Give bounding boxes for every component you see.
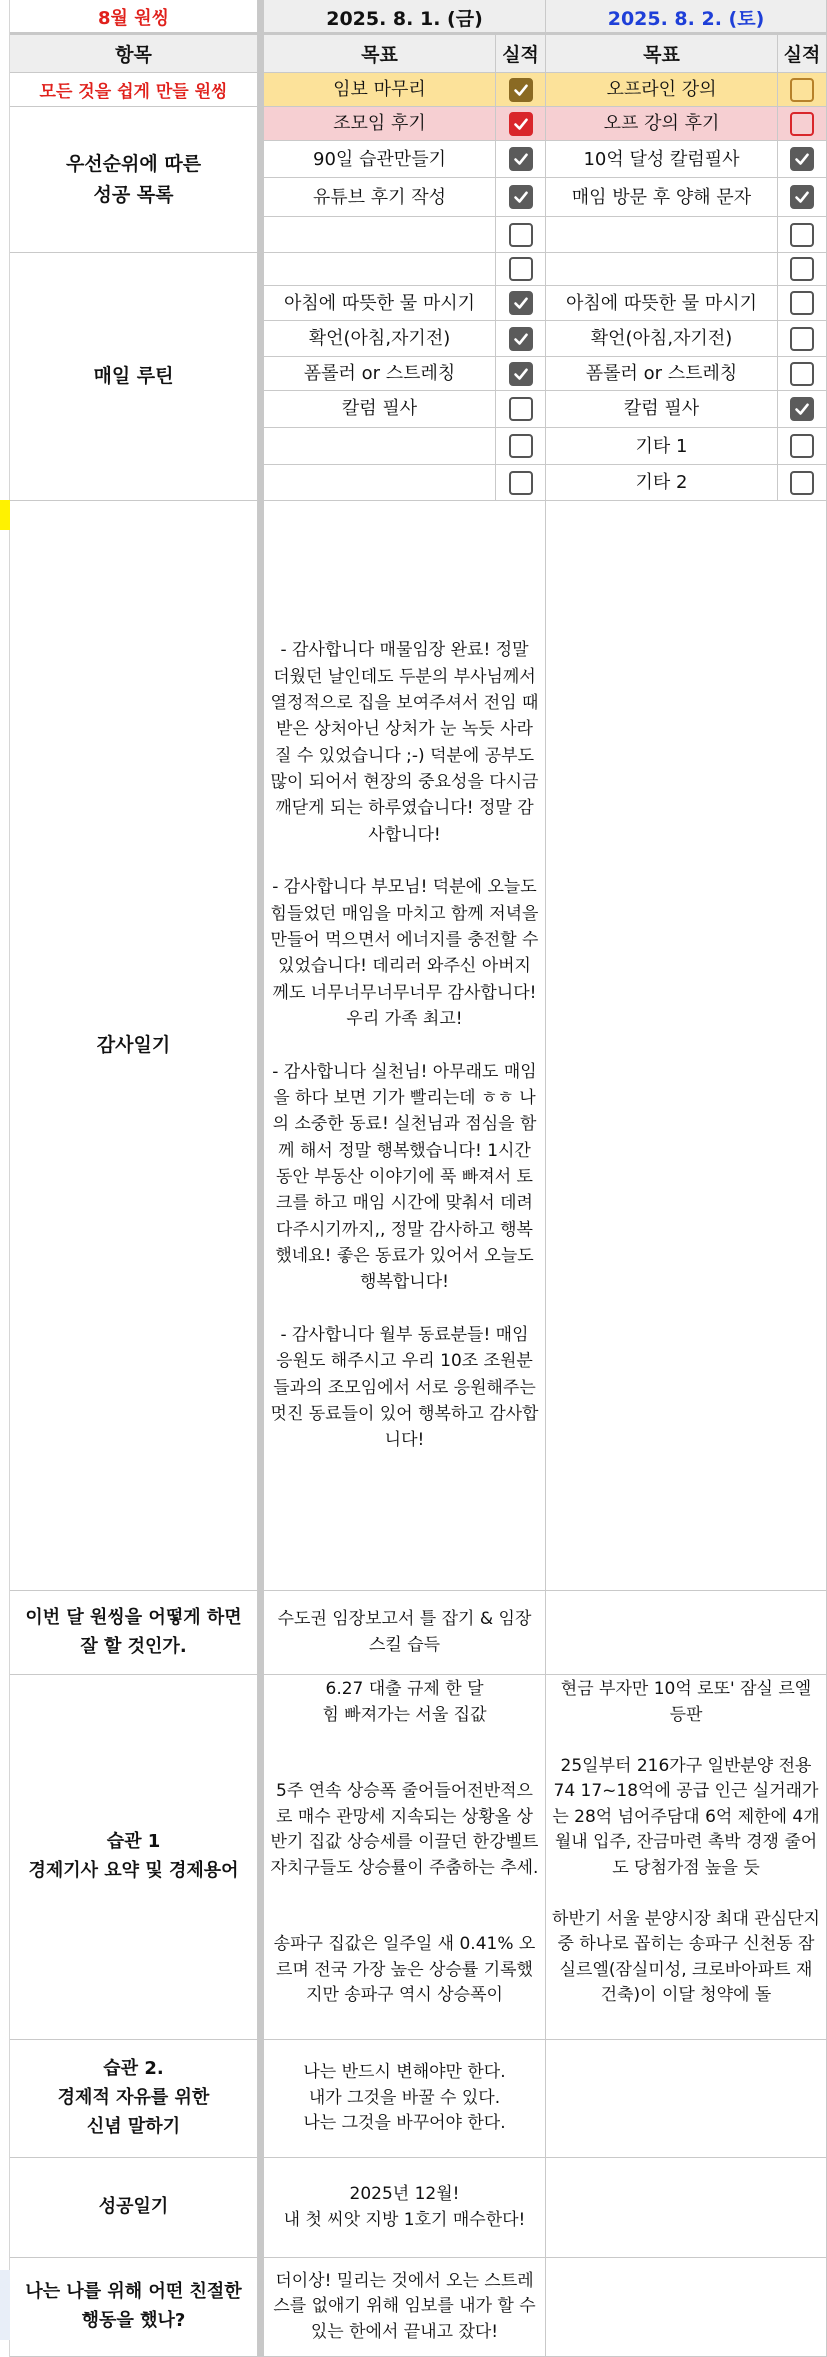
- success-diary-entry-2[interactable]: [546, 2158, 827, 2258]
- how-to-do-entry-1[interactable]: 수도권 임장보고서 틀 잡기 & 임장 스킬 습득: [264, 1591, 546, 1675]
- priority-goal-2-2[interactable]: 10억 달성 칼럼필사: [546, 141, 778, 178]
- habit2-label[interactable]: 습관 2. 경제적 자유를 위한 신념 말하기: [10, 2040, 258, 2158]
- kindness-label[interactable]: 나는 나를 위해 어떤 친절한 행동을 했나?: [10, 2258, 258, 2357]
- priority-check-cell-1-1: [496, 107, 546, 141]
- onething-checkbox-2[interactable]: [790, 78, 814, 102]
- frozen-column-divider: [258, 0, 264, 2357]
- habit2-entry-2[interactable]: [546, 2040, 827, 2158]
- priority-check-cell-3-2: [778, 178, 827, 217]
- routine-goal-1-1[interactable]: [264, 253, 496, 286]
- routine-checkbox-7-2[interactable]: [790, 471, 814, 495]
- routine-check-cell-2-2: [778, 286, 827, 321]
- routine-check-cell-4-1: [496, 357, 546, 391]
- kindness-entry-2[interactable]: [546, 2258, 827, 2357]
- priority-checkbox-3-1[interactable]: [509, 185, 533, 209]
- routine-goal-5-1[interactable]: 칼럼 필사: [264, 391, 496, 428]
- routine-goal-3-1[interactable]: 확언(아침,자기전): [264, 321, 496, 357]
- priority-checkbox-3-2[interactable]: [790, 185, 814, 209]
- routine-check-cell-5-1: [496, 391, 546, 428]
- routine-check-cell-7-1: [496, 465, 546, 501]
- gratitude-entry-2[interactable]: [546, 501, 827, 1591]
- how-to-do-label[interactable]: 이번 달 원씽을 어떻게 하면 잘 할 것인가.: [10, 1591, 258, 1675]
- onething-check-cell-2: [778, 73, 827, 107]
- priority-check-cell-1-2: [778, 107, 827, 141]
- checkmark-icon: [513, 331, 529, 347]
- routine-checkbox-3-2[interactable]: [790, 327, 814, 351]
- routine-goal-6-1[interactable]: [264, 428, 496, 465]
- routine-goal-3-2[interactable]: 확언(아침,자기전): [546, 321, 778, 357]
- done-header-1[interactable]: 실적: [496, 35, 546, 73]
- row-gutter: [0, 0, 10, 2357]
- month-onething-title[interactable]: 8월 원씽: [10, 0, 258, 35]
- routine-check-cell-3-2: [778, 321, 827, 357]
- routine-check-cell-3-1: [496, 321, 546, 357]
- checkmark-icon: [513, 82, 529, 98]
- done-header-2[interactable]: 실적: [778, 35, 827, 73]
- priority-goal-1-1[interactable]: 조모임 후기: [264, 107, 496, 141]
- priority-label[interactable]: 우선순위에 따른 성공 목록: [10, 107, 258, 253]
- priority-checkbox-4-2[interactable]: [790, 223, 814, 247]
- item-column-header[interactable]: 항목: [10, 35, 258, 73]
- routine-checkbox-5-1[interactable]: [509, 397, 533, 421]
- priority-goal-4-2[interactable]: [546, 217, 778, 253]
- routine-goal-5-2[interactable]: 칼럼 필사: [546, 391, 778, 428]
- date-header-1[interactable]: 2025. 8. 1. (금): [264, 0, 546, 35]
- goal-header-1[interactable]: 목표: [264, 35, 496, 73]
- routine-goal-7-2[interactable]: 기타 2: [546, 465, 778, 501]
- routine-checkbox-3-1[interactable]: [509, 327, 533, 351]
- routine-goal-2-2[interactable]: 아침에 따뜻한 물 마시기: [546, 286, 778, 321]
- routine-checkbox-1-2[interactable]: [790, 257, 814, 281]
- routine-check-cell-1-1: [496, 253, 546, 286]
- routine-checkbox-6-1[interactable]: [509, 434, 533, 458]
- checkmark-icon: [513, 295, 529, 311]
- onething-goal-2[interactable]: 오프라인 강의: [546, 73, 778, 107]
- routine-check-cell-5-2: [778, 391, 827, 428]
- priority-checkbox-2-2[interactable]: [790, 147, 814, 171]
- checkmark-icon: [513, 189, 529, 205]
- selected-row-marker: [0, 500, 10, 530]
- checkmark-icon: [513, 151, 529, 167]
- onething-goal-1[interactable]: 임보 마무리: [264, 73, 496, 107]
- priority-checkbox-1-2[interactable]: [790, 112, 814, 136]
- habit1-entry-1[interactable]: 6.27 대출 규제 한 달 힘 빠져가는 서울 집값 5주 연속 상승폭 줄어들어전반적으로 매수 관망세 지속되는 상황올 상반기 집값 상승세를 이끌던 한강벨트 자치구들도 상승률이 주춤하는 추세. 송파구 집값은 일주일 새 0.41% 오르며 전국 가장 높은 상승률 기록했지만 송파구 역시 상승폭이: [264, 1675, 546, 2040]
- onething-checkbox-1[interactable]: [509, 78, 533, 102]
- routine-check-cell-1-2: [778, 253, 827, 286]
- routine-goal-6-2[interactable]: 기타 1: [546, 428, 778, 465]
- routine-check-cell-6-1: [496, 428, 546, 465]
- checkmark-icon: [513, 366, 529, 382]
- routine-checkbox-7-1[interactable]: [509, 471, 533, 495]
- onething-label[interactable]: 모든 것을 쉽게 만들 원씽: [10, 73, 258, 107]
- routine-checkbox-5-2[interactable]: [790, 397, 814, 421]
- routine-checkbox-1-1[interactable]: [509, 257, 533, 281]
- habit1-label[interactable]: 습관 1 경제기사 요약 및 경제용어: [10, 1675, 258, 2040]
- how-to-do-entry-2[interactable]: [546, 1591, 827, 1675]
- checkmark-icon: [794, 189, 810, 205]
- row-highlight-marker: [0, 2270, 10, 2340]
- routine-label[interactable]: 매일 루틴: [10, 253, 258, 501]
- routine-check-cell-7-2: [778, 465, 827, 501]
- priority-goal-4-1[interactable]: [264, 217, 496, 253]
- routine-check-cell-2-1: [496, 286, 546, 321]
- routine-checkbox-6-2[interactable]: [790, 434, 814, 458]
- success-diary-entry-1[interactable]: 2025년 12월! 내 첫 씨앗 지방 1호기 매수한다!: [264, 2158, 546, 2258]
- onething-check-cell-1: [496, 73, 546, 107]
- routine-check-cell-6-2: [778, 428, 827, 465]
- frozen-row-divider: [10, 32, 827, 35]
- gratitude-label[interactable]: 감사일기: [10, 501, 258, 1591]
- kindness-entry-1[interactable]: 더이상! 밀리는 것에서 오는 스트레스를 없애기 위해 임보를 내가 할 수 있는 한에서 끝내고 잤다!: [264, 2258, 546, 2357]
- checkmark-icon: [794, 401, 810, 417]
- priority-check-cell-3-1: [496, 178, 546, 217]
- priority-check-cell-2-1: [496, 141, 546, 178]
- habit2-entry-1[interactable]: 나는 반드시 변해야만 한다. 내가 그것을 바꿀 수 있다. 나는 그것을 바꾸어야 한다.: [264, 2040, 546, 2158]
- priority-checkbox-2-1[interactable]: [509, 147, 533, 171]
- routine-checkbox-2-1[interactable]: [509, 291, 533, 315]
- checkmark-icon: [794, 151, 810, 167]
- routine-goal-1-2[interactable]: [546, 253, 778, 286]
- priority-check-cell-2-2: [778, 141, 827, 178]
- priority-check-cell-4-2: [778, 217, 827, 253]
- habit1-entry-2[interactable]: 현금 부자만 10억 로또' 잠실 르엘 등판 25일부터 216가구 일반분양 전용 74 17~18억에 공급 인근 실거래가는 28억 넘어주담대 6억 제한에 4개월내 입주, 잔금마련 촉박 경쟁 줄어도 당첨가점 높을 듯 하반기 서울 분양시장 최대 관심단지 중 하나로 꼽히는 송파구 신천동 잠실르엘(잠실미성, 크로바아파트 재건축)이 이달 청약에 돌: [546, 1675, 827, 2040]
- checkmark-icon: [513, 116, 529, 132]
- routine-checkbox-4-1[interactable]: [509, 362, 533, 386]
- routine-goal-7-1[interactable]: [264, 465, 496, 501]
- gratitude-entry-1[interactable]: - 감사합니다 매물임장 완료! 정말 더웠던 날인데도 두분의 부사님께서 열정적으로 집을 보여주셔서 전임 때 받은 상처아닌 상처가 눈 녹듯 사라질 수 있었습니다 ;-) 덕분에 공부도 많이 되어서 현장의 중요성을 다시금 깨닫게 되는 하루였습니다! 정말 감사합니다! - 감사합니다 부모님! 덕분에 오늘도 힘들었던 매임을 마치고 함께 저녁을 만들어 먹으면서 에너지를 충전할 수 있었습니다! 데리러 와주신 아버지께도 너무너무너무너무 감사합니다! 우리 가족 최고! - 감사합니다 실천님! 아무래도 매임을 하다 보면 기가 빨리는데 ㅎㅎ 나의 소중한 동료! 실천님과 점심을 함께 해서 정말 행복했습니다! 1시간동안 부동산 이야기에 푹 빠져서 토크를 하고 매임 시간에 맞춰서 데려다주시기까지,, 정말 감사하고 행복했네요! 좋은 동료가 있어서 오늘도 행복합니다! - 감사합니다 월부 동료분들! 매임 응원도 해주시고 우리 10조 조원분들과의 조모임에서 서로 응원해주는 멋진 동료들이 있어 행복하고 감사합니다!: [264, 501, 546, 1591]
- priority-goal-1-2[interactable]: 오프 강의 후기: [546, 107, 778, 141]
- routine-goal-4-1[interactable]: 폼롤러 or 스트레칭: [264, 357, 496, 391]
- priority-goal-3-2[interactable]: 매임 방문 후 양해 문자: [546, 178, 778, 217]
- priority-checkbox-1-1[interactable]: [509, 112, 533, 136]
- routine-goal-4-2[interactable]: 폼롤러 or 스트레칭: [546, 357, 778, 391]
- routine-checkbox-4-2[interactable]: [790, 362, 814, 386]
- success-diary-label[interactable]: 성공일기: [10, 2158, 258, 2258]
- goal-header-2[interactable]: 목표: [546, 35, 778, 73]
- date-header-2[interactable]: 2025. 8. 2. (토): [546, 0, 827, 35]
- routine-check-cell-4-2: [778, 357, 827, 391]
- priority-checkbox-4-1[interactable]: [509, 223, 533, 247]
- priority-goal-3-1[interactable]: 유튜브 후기 작성: [264, 178, 496, 217]
- routine-checkbox-2-2[interactable]: [790, 291, 814, 315]
- priority-goal-2-1[interactable]: 90일 습관만들기: [264, 141, 496, 178]
- priority-check-cell-4-1: [496, 217, 546, 253]
- routine-goal-2-1[interactable]: 아침에 따뜻한 물 마시기: [264, 286, 496, 321]
